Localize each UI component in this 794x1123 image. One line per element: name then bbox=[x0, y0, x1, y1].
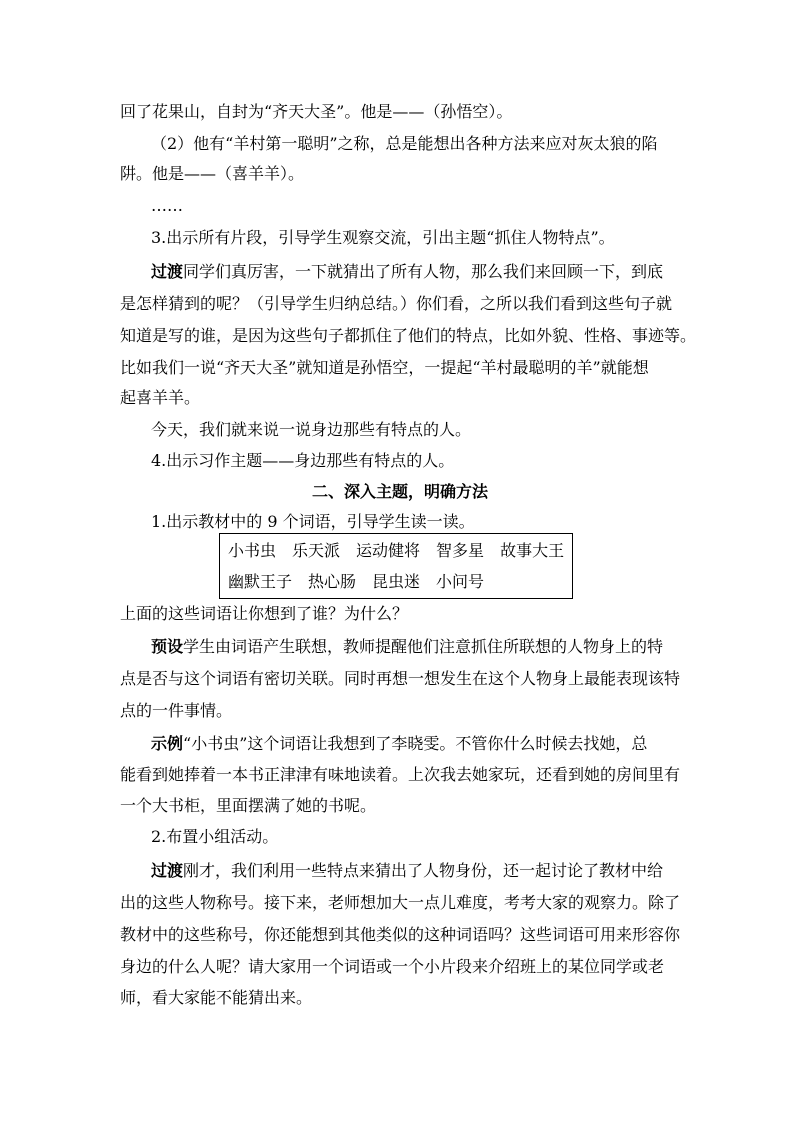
vocabulary-row bbox=[228, 572, 484, 592]
preset-paragraph bbox=[151, 637, 711, 657]
transition-paragraph bbox=[151, 861, 711, 881]
vocab-word: 小问号 bbox=[436, 572, 485, 591]
section-2-step-1: 1.出示教材中的 9 个词语，引导学生读一读。 bbox=[151, 512, 475, 531]
paragraph-line: 起喜羊羊。 bbox=[120, 388, 201, 407]
vocab-word: 小书虫 bbox=[228, 541, 277, 560]
paragraph-line: 一个大书柜，里面摆满了她的书呢。 bbox=[120, 796, 377, 815]
paragraph-line: 是怎样猜到的呢？（引导学生归纳总结。）你们看，之所以我们看到这些句子就 bbox=[120, 294, 673, 313]
paragraph-line: 点的一件事情。 bbox=[120, 701, 233, 720]
example-text: “小书虫”这个词语让我想到了李晓雯。不管你什么时候去找她，总 bbox=[183, 734, 648, 753]
paragraph-line: 能看到她捧着一本书正津津有味地读着。上次我去她家玩，还看到她的房间里有 bbox=[120, 765, 681, 784]
paragraph-line: （2）他有“羊村第一聪明”之称，总是能想出各种方法来应对灰太狼的陷 bbox=[151, 134, 658, 153]
question: 上面的这些词语让你想到了谁？为什么？ bbox=[120, 604, 409, 623]
vocabulary-box bbox=[219, 533, 573, 599]
paragraph-line: 回了花果山，自封为“齐天大圣”。他是——（孙悟空）。 bbox=[120, 102, 513, 121]
section-title: 二、深入主题，明确方法 bbox=[311, 482, 488, 501]
transition-paragraph bbox=[151, 262, 711, 282]
paragraph-line: 师，看大家能不能猜出来。 bbox=[120, 988, 313, 1007]
vocab-word: 故事大王 bbox=[500, 541, 565, 560]
transition-label: 过渡 bbox=[151, 861, 184, 880]
vocab-word: 乐天派 bbox=[292, 541, 341, 560]
paragraph-line: 比如我们一说“齐天大圣”就知道是孙悟空，一提起“羊村最聪明的羊”就能想 bbox=[120, 358, 649, 377]
paragraph-line: 身边的什么人呢？请大家用一个词语或一个小片段来介绍班上的某位同学或老 bbox=[120, 957, 665, 976]
example-label: 示例 bbox=[151, 734, 184, 753]
preset-label: 预设 bbox=[151, 637, 184, 656]
paragraph-line: 阱。他是——（喜羊羊）。 bbox=[120, 164, 305, 183]
example-paragraph bbox=[151, 734, 711, 754]
transition-label: 过渡 bbox=[151, 262, 184, 281]
vocab-word: 热心肠 bbox=[308, 572, 357, 591]
vocab-word: 幽默王子 bbox=[228, 572, 293, 591]
paragraph-line: 点是否与这个词语有密切关联。同时再想一想发生在这个人物身上最能表现该特 bbox=[120, 669, 681, 688]
paragraph-line: 今天，我们就来说一说身边那些有特点的人。 bbox=[151, 420, 472, 439]
paragraph-line: 教材中的这些称号，你还能想到其他类似的这种词语吗？这些词语可用来形容你 bbox=[120, 925, 681, 944]
section-2-step-2: 2.布置小组活动。 bbox=[151, 827, 279, 846]
transition-text: 刚才，我们利用一些特点来猜出了人物身份，还一起讨论了教材中给 bbox=[183, 861, 664, 880]
transition-text: 同学们真厉害，一下就猜出了所有人物，那么我们来回顾一下，到底 bbox=[183, 262, 664, 281]
preset-text: 学生由词语产生联想，教师提醒他们注意抓住所联想的人物身上的特 bbox=[183, 637, 664, 656]
vocab-word: 智多星 bbox=[436, 541, 485, 560]
vocab-word: 昆虫迷 bbox=[372, 572, 421, 591]
paragraph-line: 出的这些人物称号。接下来，老师想加大一点儿难度，考考大家的观察力。除了 bbox=[120, 893, 681, 912]
step-4: 4.出示习作主题——身边那些有特点的人。 bbox=[151, 451, 455, 470]
ellipsis: …… bbox=[151, 196, 183, 215]
vocab-word: 运动健将 bbox=[356, 541, 421, 560]
vocabulary-row bbox=[228, 541, 564, 561]
step-3: 3.出示所有片段，引导学生观察交流，引出主题“抓住人物特点”。 bbox=[151, 228, 615, 247]
paragraph-line: 知道是写的谁，是因为这些句子都抓住了他们的特点，比如外貌、性格、事迹等。 bbox=[120, 326, 697, 345]
